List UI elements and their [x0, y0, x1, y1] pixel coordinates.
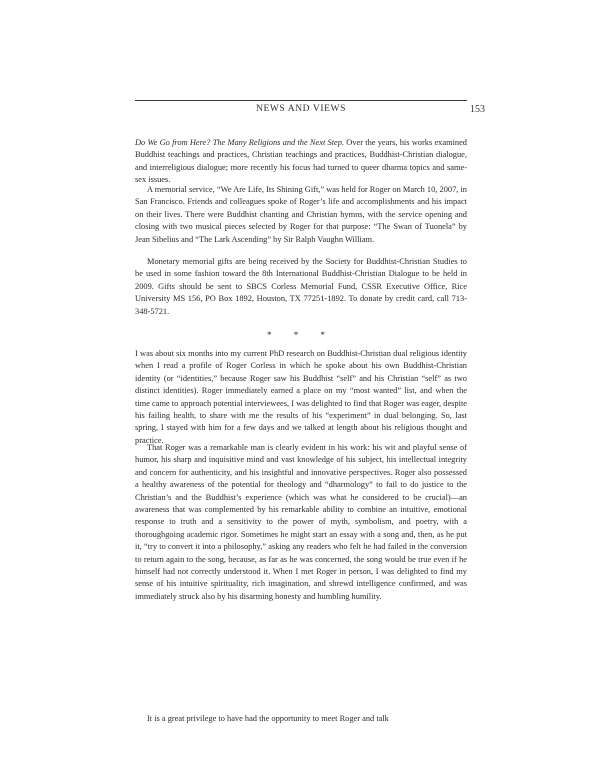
- paragraph-5: [135, 442, 467, 603]
- paragraph-6: [135, 713, 467, 725]
- running-head: NEWS AND VIEWS: [255, 104, 347, 114]
- paragraph-1: [135, 137, 467, 187]
- paragraph-text: Over the years, his works examined Buddhist teachings and practices, Christian teachings and practices, Buddhist-Christian dialogue, and interreligious dialogue; more recently his focus had turned to queer dharma topics and same-sex issues.: [135, 138, 467, 185]
- book-title-italic: Do We Go from Here? The Many Religions and the Next Step.: [135, 138, 345, 147]
- header-rule: [135, 100, 467, 101]
- page-number: 153: [470, 104, 485, 115]
- paragraph-text: It is a great privilege to have had the opportunity to meet Roger and talk: [147, 714, 389, 723]
- paragraph-text: I was about six months into my current PhD research on Buddhist-Christian dual religious identity when I read a profile of Roger Corless in which he spoke about his own Buddhist-Christian identity (or “identities,” because Roger saw his Buddhist “self” and his Christian “self” as two distinct identities). Roger immediately earned a place on my “most wanted” list, and when the time came to approach potential interviewees, I was delighted to find that Roger was eager, despite his failing health, to share with me the results of his “experiment” in dual belonging. So, last spring, I stayed with him for a few days and we talked at length about his religious thought and practice.: [135, 349, 467, 445]
- section-break: * * *: [267, 330, 335, 340]
- paragraph-text: That Roger was a remarkable man is clearly evident in his work: his wit and playful sense of humor, his sharp and inquisitive mind and vast knowledge of his subject, his intellectual integrity and concern for authenticity, and his insightful and innovative perspectives. Roger also possessed a healthy awareness of the potential for theology and “dharmology” to fail to do justice to the Christian’s and the Buddhist’s experience (which was what he considered to be crucial)—an awareness that was complemented by his remarkable ability to combine an intuitive, emotional response to truth and a sensitivity to the power of myth, symbolism, and poetry, with a thoroughgoing academic rigor. Sometimes he might start an essay with a song and, then, as he put it, “try to convert it into a philosophy,” asking any readers who felt he had failed in the conversion to return again to the song, because, as far as he was concerned, the song would be true even if he himself had not correctly understood it. When I met Roger in person, I was delighted to find my sense of his intuitive spirituality, rich imagination, and shrewd intelligence confirmed, and was immediately struck also by his disarming honesty and humbling humility.: [135, 443, 467, 601]
- paragraph-text: Monetary memorial gifts are being received by the Society for Buddhist-Christian Studies to be used in some fashion toward the 8th International Buddhist-Christian Dialogue to be held in 2009. Gifts should be sent to SBCS Corless Memorial Fund, CSSR Executive Office, Rice University MS 156, PO Box 1892, Houston, TX 77251-1892. To donate by credit card, call 713-348-5721.: [135, 257, 467, 316]
- paragraph-text: A memorial service, “We Are Life, Its Shining Gift,” was held for Roger on March 10, 2007, in San Francisco. Friends and colleagues spoke of Roger’s life and accomplishments and his impact on their lives. There were Buddhist chanting and Christian hymns, with the service opening and closing with two musical pieces selected by Roger for that purpose: “The Swan of Tuonela” by Jean Sibelius and “The Lark Ascending” by Sir Ralph Vaughn William.: [135, 185, 467, 244]
- paragraph-3: [135, 256, 467, 318]
- paragraph-4: [135, 348, 467, 447]
- paragraph-2: [135, 184, 467, 246]
